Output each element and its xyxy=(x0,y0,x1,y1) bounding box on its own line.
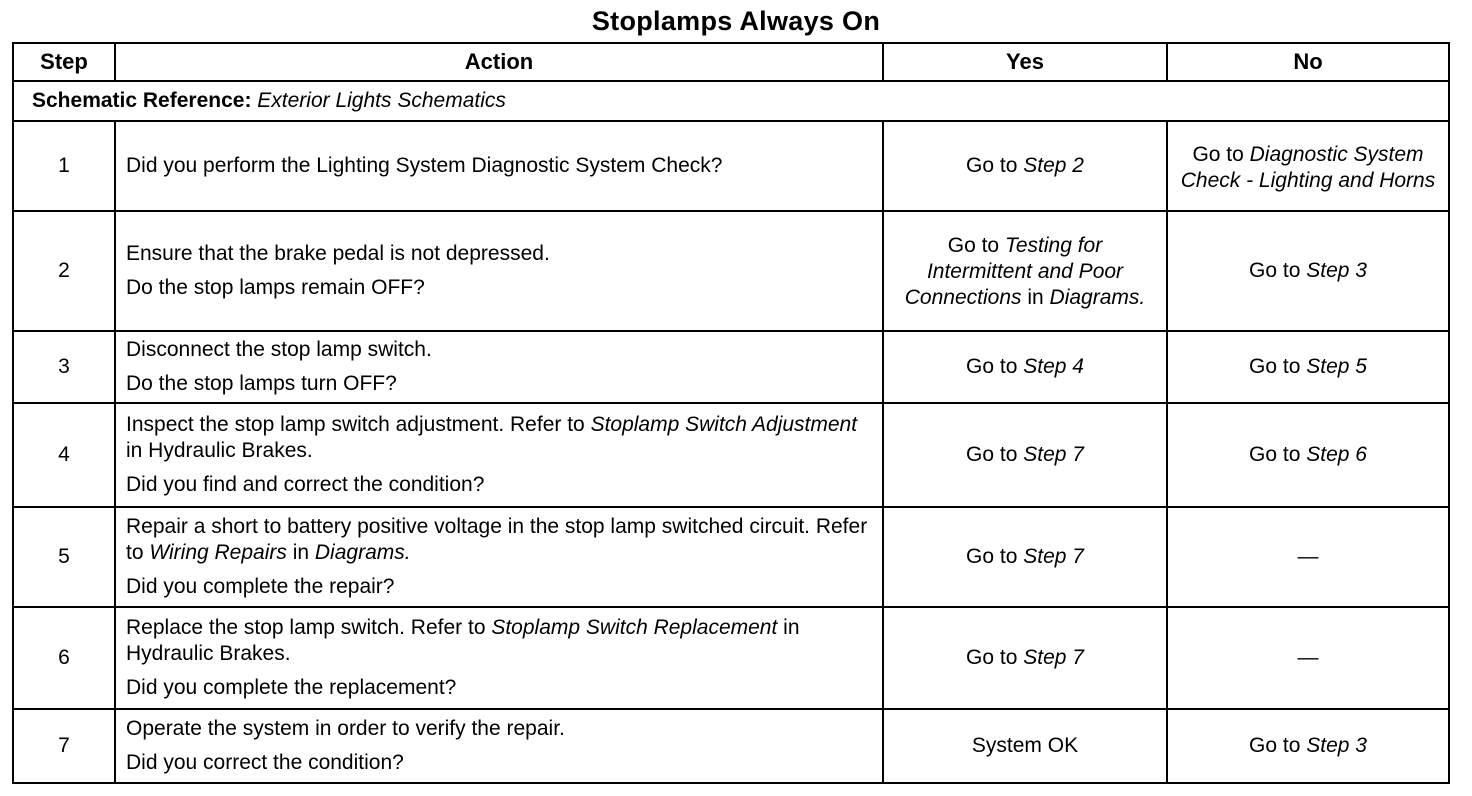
page-title: Stoplamps Always On xyxy=(591,6,881,36)
action-text-part: in Hydraulic Brakes. xyxy=(126,616,800,665)
yes-prefix: Go to xyxy=(966,646,1024,669)
no-cell xyxy=(1167,507,1449,607)
header-action: Action xyxy=(115,43,883,81)
table-header-row xyxy=(13,43,1449,81)
action-text-part: Inspect the stop lamp switch adjustment. Refer to xyxy=(126,413,591,436)
step-number: 5 xyxy=(13,507,115,607)
yes-link[interactable]: Step 7 xyxy=(1023,646,1084,669)
action-text: Operate the system in order to verify the repair. xyxy=(126,717,565,740)
action-link[interactable]: Stoplamp Switch Adjustment xyxy=(590,413,858,436)
yes-cell xyxy=(883,607,1167,709)
table-row xyxy=(13,403,1449,507)
header-yes: Yes xyxy=(883,43,1167,81)
no-cell xyxy=(1167,403,1449,507)
schematic-reference-label: Schematic Reference: xyxy=(32,89,252,112)
header-step: Step xyxy=(13,43,115,81)
yes-prefix: Go to xyxy=(966,355,1024,378)
table-row xyxy=(13,331,1449,403)
yes-prefix: Go to xyxy=(947,234,1005,257)
yes-cell xyxy=(883,507,1167,607)
action-text xyxy=(126,412,872,464)
yes-prefix: Go to xyxy=(966,154,1024,177)
no-link[interactable]: Step 6 xyxy=(1306,443,1367,466)
no-dash: — xyxy=(1297,646,1319,669)
no-link[interactable]: Step 5 xyxy=(1306,355,1367,378)
action-link[interactable]: Wiring Repairs xyxy=(149,541,287,564)
schematic-reference-row xyxy=(13,81,1449,121)
action-question: Do the stop lamps turn OFF? xyxy=(126,372,397,395)
action-question: Did you complete the repair? xyxy=(126,575,395,598)
action-cell xyxy=(115,607,883,709)
step-number: 7 xyxy=(13,709,115,783)
diagnostic-table xyxy=(12,42,1450,784)
action-cell xyxy=(115,331,883,403)
action-text xyxy=(126,615,872,667)
action-question: Do the stop lamps remain OFF? xyxy=(126,276,425,299)
table-row xyxy=(13,121,1449,211)
no-cell xyxy=(1167,121,1449,211)
no-cell xyxy=(1167,331,1449,403)
yes-result: System OK xyxy=(971,734,1079,757)
yes-link[interactable]: Step 4 xyxy=(1023,355,1084,378)
action-question: Did you correct the condition? xyxy=(126,751,404,774)
yes-cell xyxy=(883,709,1167,783)
yes-prefix: Go to xyxy=(966,545,1024,568)
no-prefix: Go to xyxy=(1249,355,1307,378)
action-text-part: Replace the stop lamp switch. Refer to xyxy=(126,616,492,639)
yes-link[interactable]: Step 7 xyxy=(1023,545,1084,568)
no-link[interactable]: Diagnostic System Check - Lighting and Horns xyxy=(1180,143,1436,192)
table-row xyxy=(13,709,1449,783)
step-number: 2 xyxy=(13,211,115,331)
yes-link[interactable]: Testing for Intermittent and Poor Connections xyxy=(904,234,1124,309)
action-cell xyxy=(115,507,883,607)
step-number: 6 xyxy=(13,607,115,709)
action-question: Did you find and correct the condition? xyxy=(126,473,485,496)
step-number: 1 xyxy=(13,121,115,211)
action-cell xyxy=(115,709,883,783)
action-text xyxy=(126,514,872,566)
header-no: No xyxy=(1167,43,1449,81)
yes-link[interactable]: Step 7 xyxy=(1023,443,1084,466)
table-row xyxy=(13,607,1449,709)
yes-mid: in xyxy=(1021,286,1050,309)
action-text: Ensure that the brake pedal is not depressed. xyxy=(126,242,550,265)
schematic-reference-link[interactable]: Exterior Lights Schematics xyxy=(257,89,506,112)
no-cell xyxy=(1167,709,1449,783)
action-text-part: in xyxy=(286,541,315,564)
yes-prefix: Go to xyxy=(966,443,1024,466)
action-text-part: in Hydraulic Brakes. xyxy=(126,439,313,462)
action-text: Disconnect the stop lamp switch. xyxy=(126,338,432,361)
step-number: 3 xyxy=(13,331,115,403)
no-cell xyxy=(1167,607,1449,709)
action-link-2[interactable]: Diagrams. xyxy=(314,541,411,564)
yes-cell xyxy=(883,211,1167,331)
no-prefix: Go to xyxy=(1249,734,1307,757)
action-cell xyxy=(115,403,883,507)
step-number: 4 xyxy=(13,403,115,507)
action-cell xyxy=(115,211,883,331)
table-row xyxy=(13,211,1449,331)
yes-cell xyxy=(883,403,1167,507)
action-cell xyxy=(115,121,883,211)
no-cell xyxy=(1167,211,1449,331)
no-prefix: Go to xyxy=(1192,143,1250,166)
action-link[interactable]: Stoplamp Switch Replacement xyxy=(491,616,778,639)
table-row xyxy=(13,507,1449,607)
no-prefix: Go to xyxy=(1249,443,1307,466)
action-text-part: Repair a short to battery positive voltage in the stop lamp switched circuit. Refer to xyxy=(126,515,868,564)
yes-cell xyxy=(883,121,1167,211)
no-dash: — xyxy=(1297,545,1319,568)
action-question: Did you complete the replacement? xyxy=(126,676,457,699)
action-text: Did you perform the Lighting System Diagnostic System Check? xyxy=(126,154,723,177)
schematic-reference xyxy=(13,81,1449,121)
yes-link[interactable]: Step 2 xyxy=(1023,154,1084,177)
yes-cell xyxy=(883,331,1167,403)
no-prefix: Go to xyxy=(1249,259,1307,282)
no-link[interactable]: Step 3 xyxy=(1306,259,1367,282)
yes-link-2[interactable]: Diagrams. xyxy=(1049,286,1146,309)
no-link[interactable]: Step 3 xyxy=(1306,734,1367,757)
